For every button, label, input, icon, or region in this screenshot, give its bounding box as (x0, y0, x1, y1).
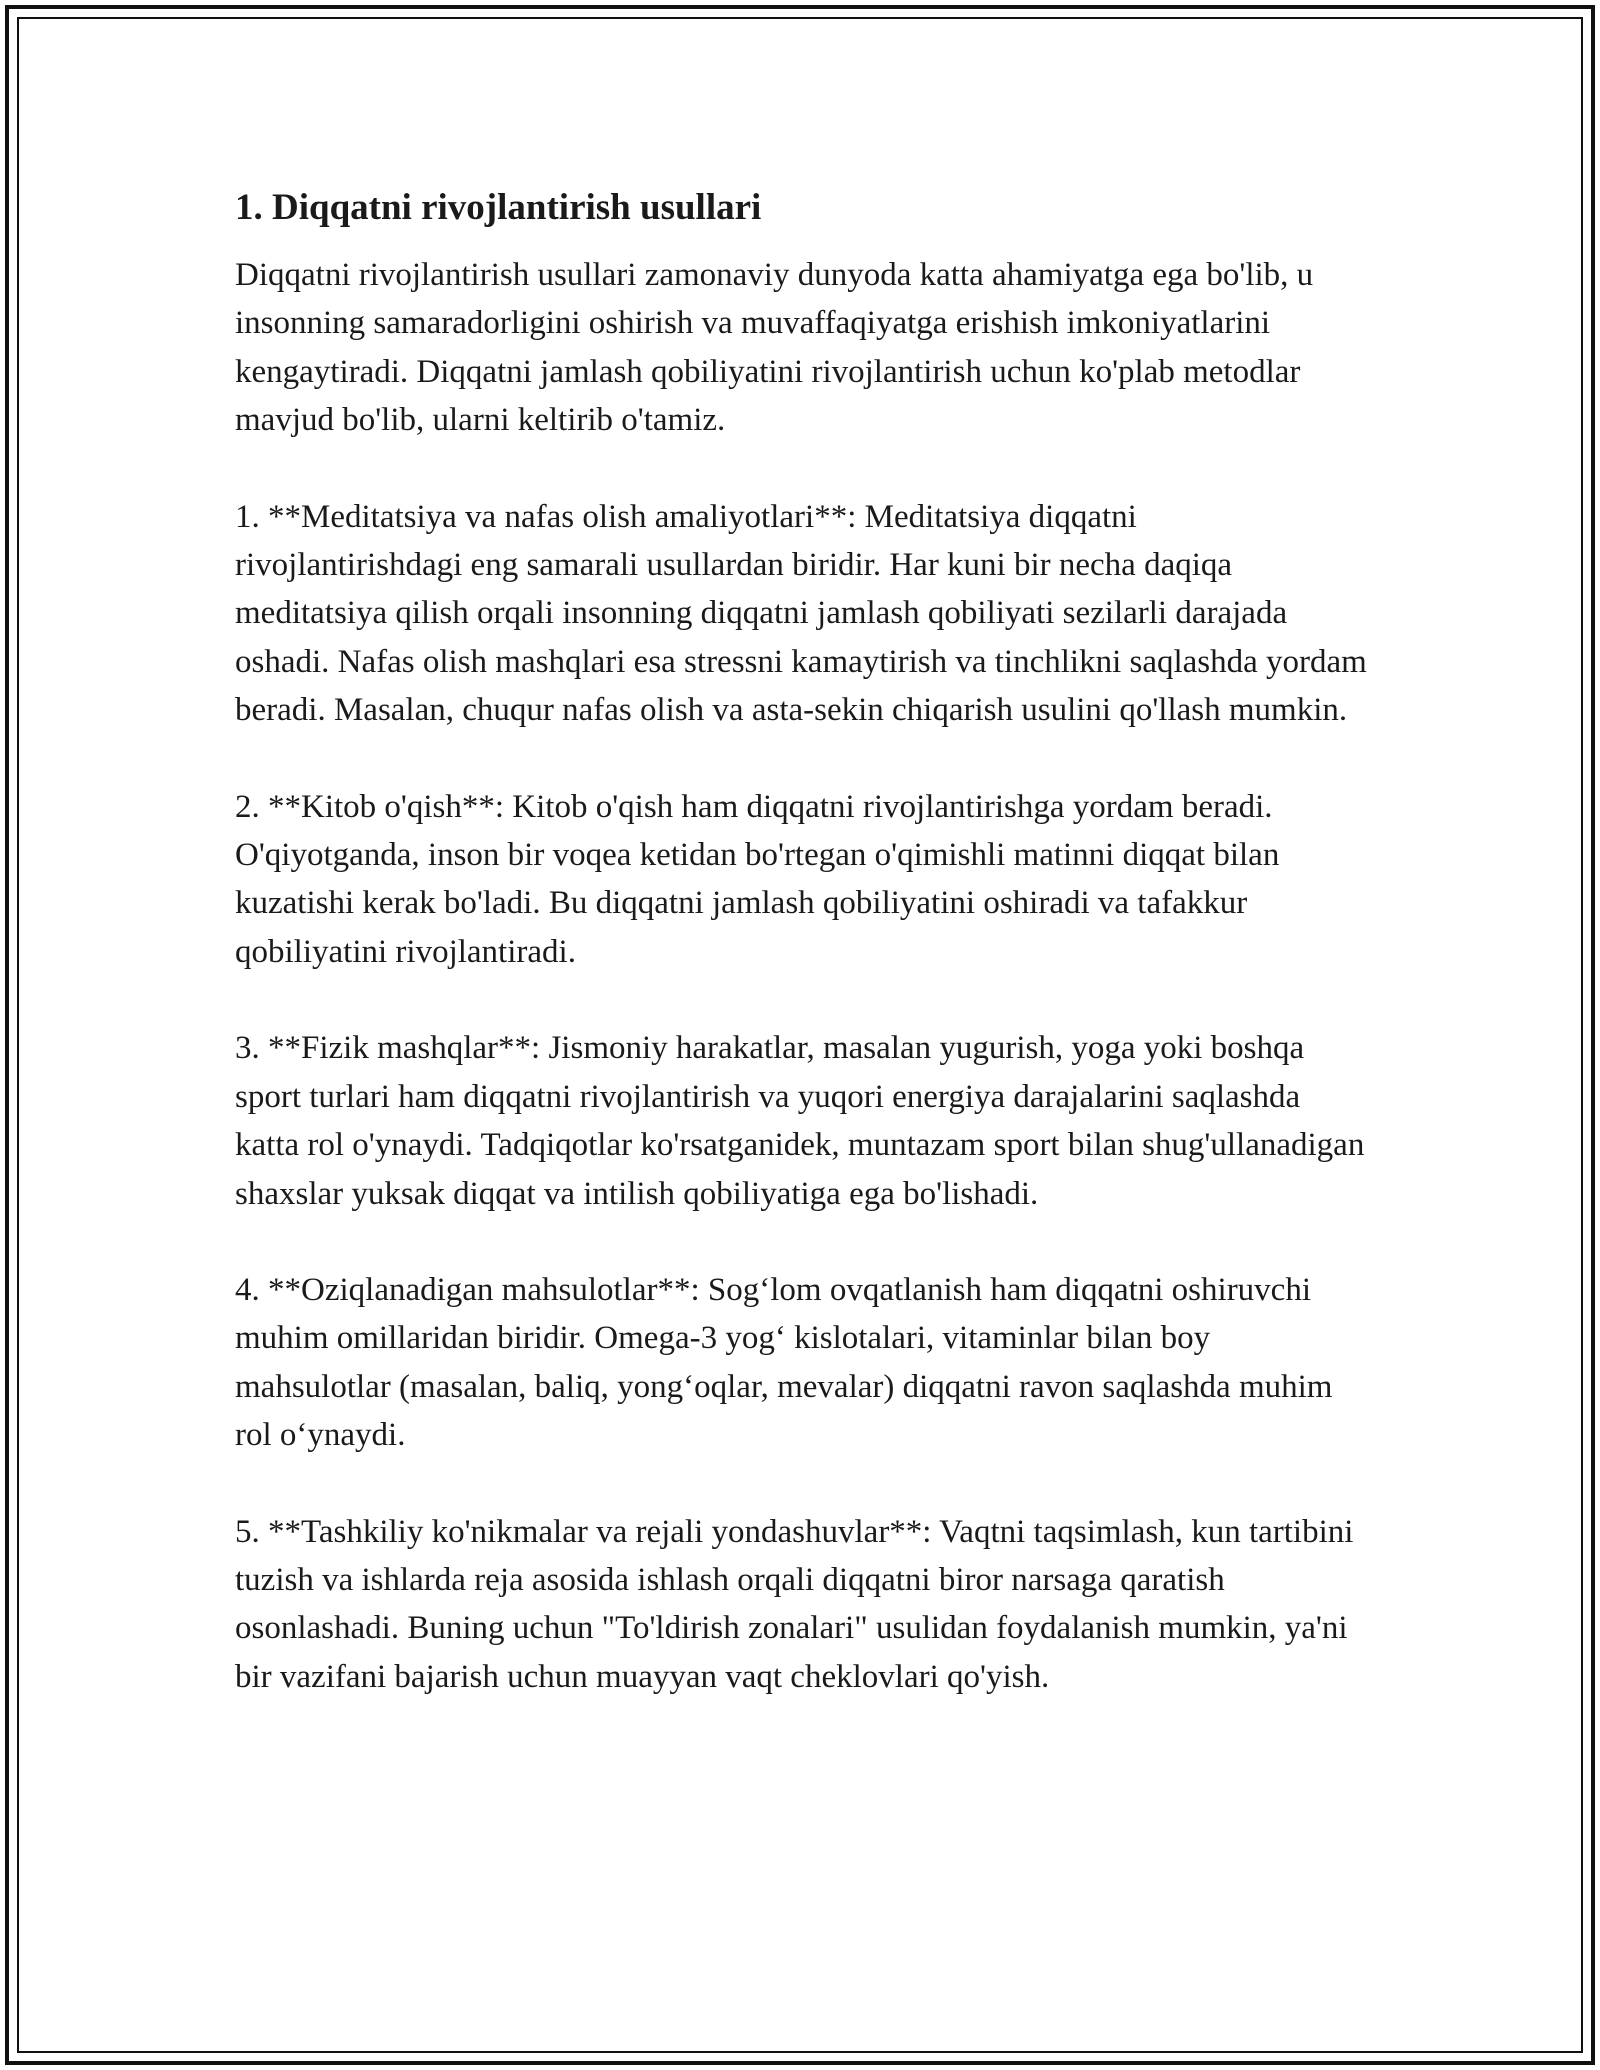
paragraph-nutrition: 4. **Oziqlanadigan mahsulotlar**: Sog‘lom ovqatlanish ham diqqatni oshiruvchi muhim omillaridan biridir. Omega-3 yog‘ kislotalari, vitaminlar bilan boy mahsulotlar (masalan, baliq, yong‘oqlar, mevalar) diqqatni ravon saqlashda muhim rol o‘ynaydi. (235, 1271, 1333, 1454)
document-title: 1. Diqqatni rivojlantirish usullari (235, 187, 762, 228)
paragraph-reading: 2. **Kitob o'qish**: Kitob o'qish ham diqqatni rivojlantirishga yordam beradi. O'qiyotganda, inson bir voqea ketidan bo'rtegan o'qimishli matinni diqqat bilan kuzatishi kerak bo'ladi. Bu diqqatni jamlash qobiliyatini oshiradi va tafakkur qobiliyatini rivojlantiradi. (235, 788, 1280, 970)
paragraph-organization: 5. **Tashkiliy ko'nikmalar va rejali yondashuvlar**: Vaqtni taqsimlash, kun tartibini tuzish va ishlarda reja asosida ishlash orqali diqqatni biror narsaga qaratish osonlashadi. Buning uchun "To'ldirish zonalari" usulidan foydalanish mumkin, ya'ni bir vazifani bajarish uchun muayyan vaqt cheklovlari qo'yish. (235, 1513, 1354, 1695)
paragraph-physical-exercise: 3. **Fizik mashqlar**: Jismoniy harakatlar, masalan yugurish, yoga yoki boshqa sport turlari ham diqqatni rivojlantirish va yuqori energiya darajalarini saqlashda katta rol o'ynaydi. Tadqiqotlar ko'rsatganidek, muntazam sport bilan shug'ullanadigan shaxslar yuksak diqqat va intilish qobiliyatiga ega bo'lishadi. (235, 1030, 1365, 1212)
paragraph-meditation: 1. **Meditatsiya va nafas olish amaliyotlari**: Meditatsiya diqqatni rivojlantirishdagi eng samarali usullardan biridir. Har kuni bir necha daqiqa meditatsiya qilish orqali insonning diqqatni jamlash qobiliyati sezilarli darajada oshadi. Nafas olish mashqlari esa stressni kamaytirish va tinchlikni saqlashda yordam beradi. Masalan, chuqur nafas olish va asta-sekin chiqarish usulini qo'llash mumkin. (235, 498, 1367, 729)
intro-paragraph: Diqqatni rivojlantirish usullari zamonaviy dunyoda katta ahamiyatga ega bo'lib, u insonning samaradorligini oshirish va muvaffaqiyatga erishish imkoniyatlarini kengaytiradi. Diqqatni jamlash qobiliyatini rivojlantirish uchun ko'plab metodlar mavjud bo'lib, ularni keltirib o'tamiz. (235, 257, 1314, 439)
document-body (235, 183, 1370, 1749)
